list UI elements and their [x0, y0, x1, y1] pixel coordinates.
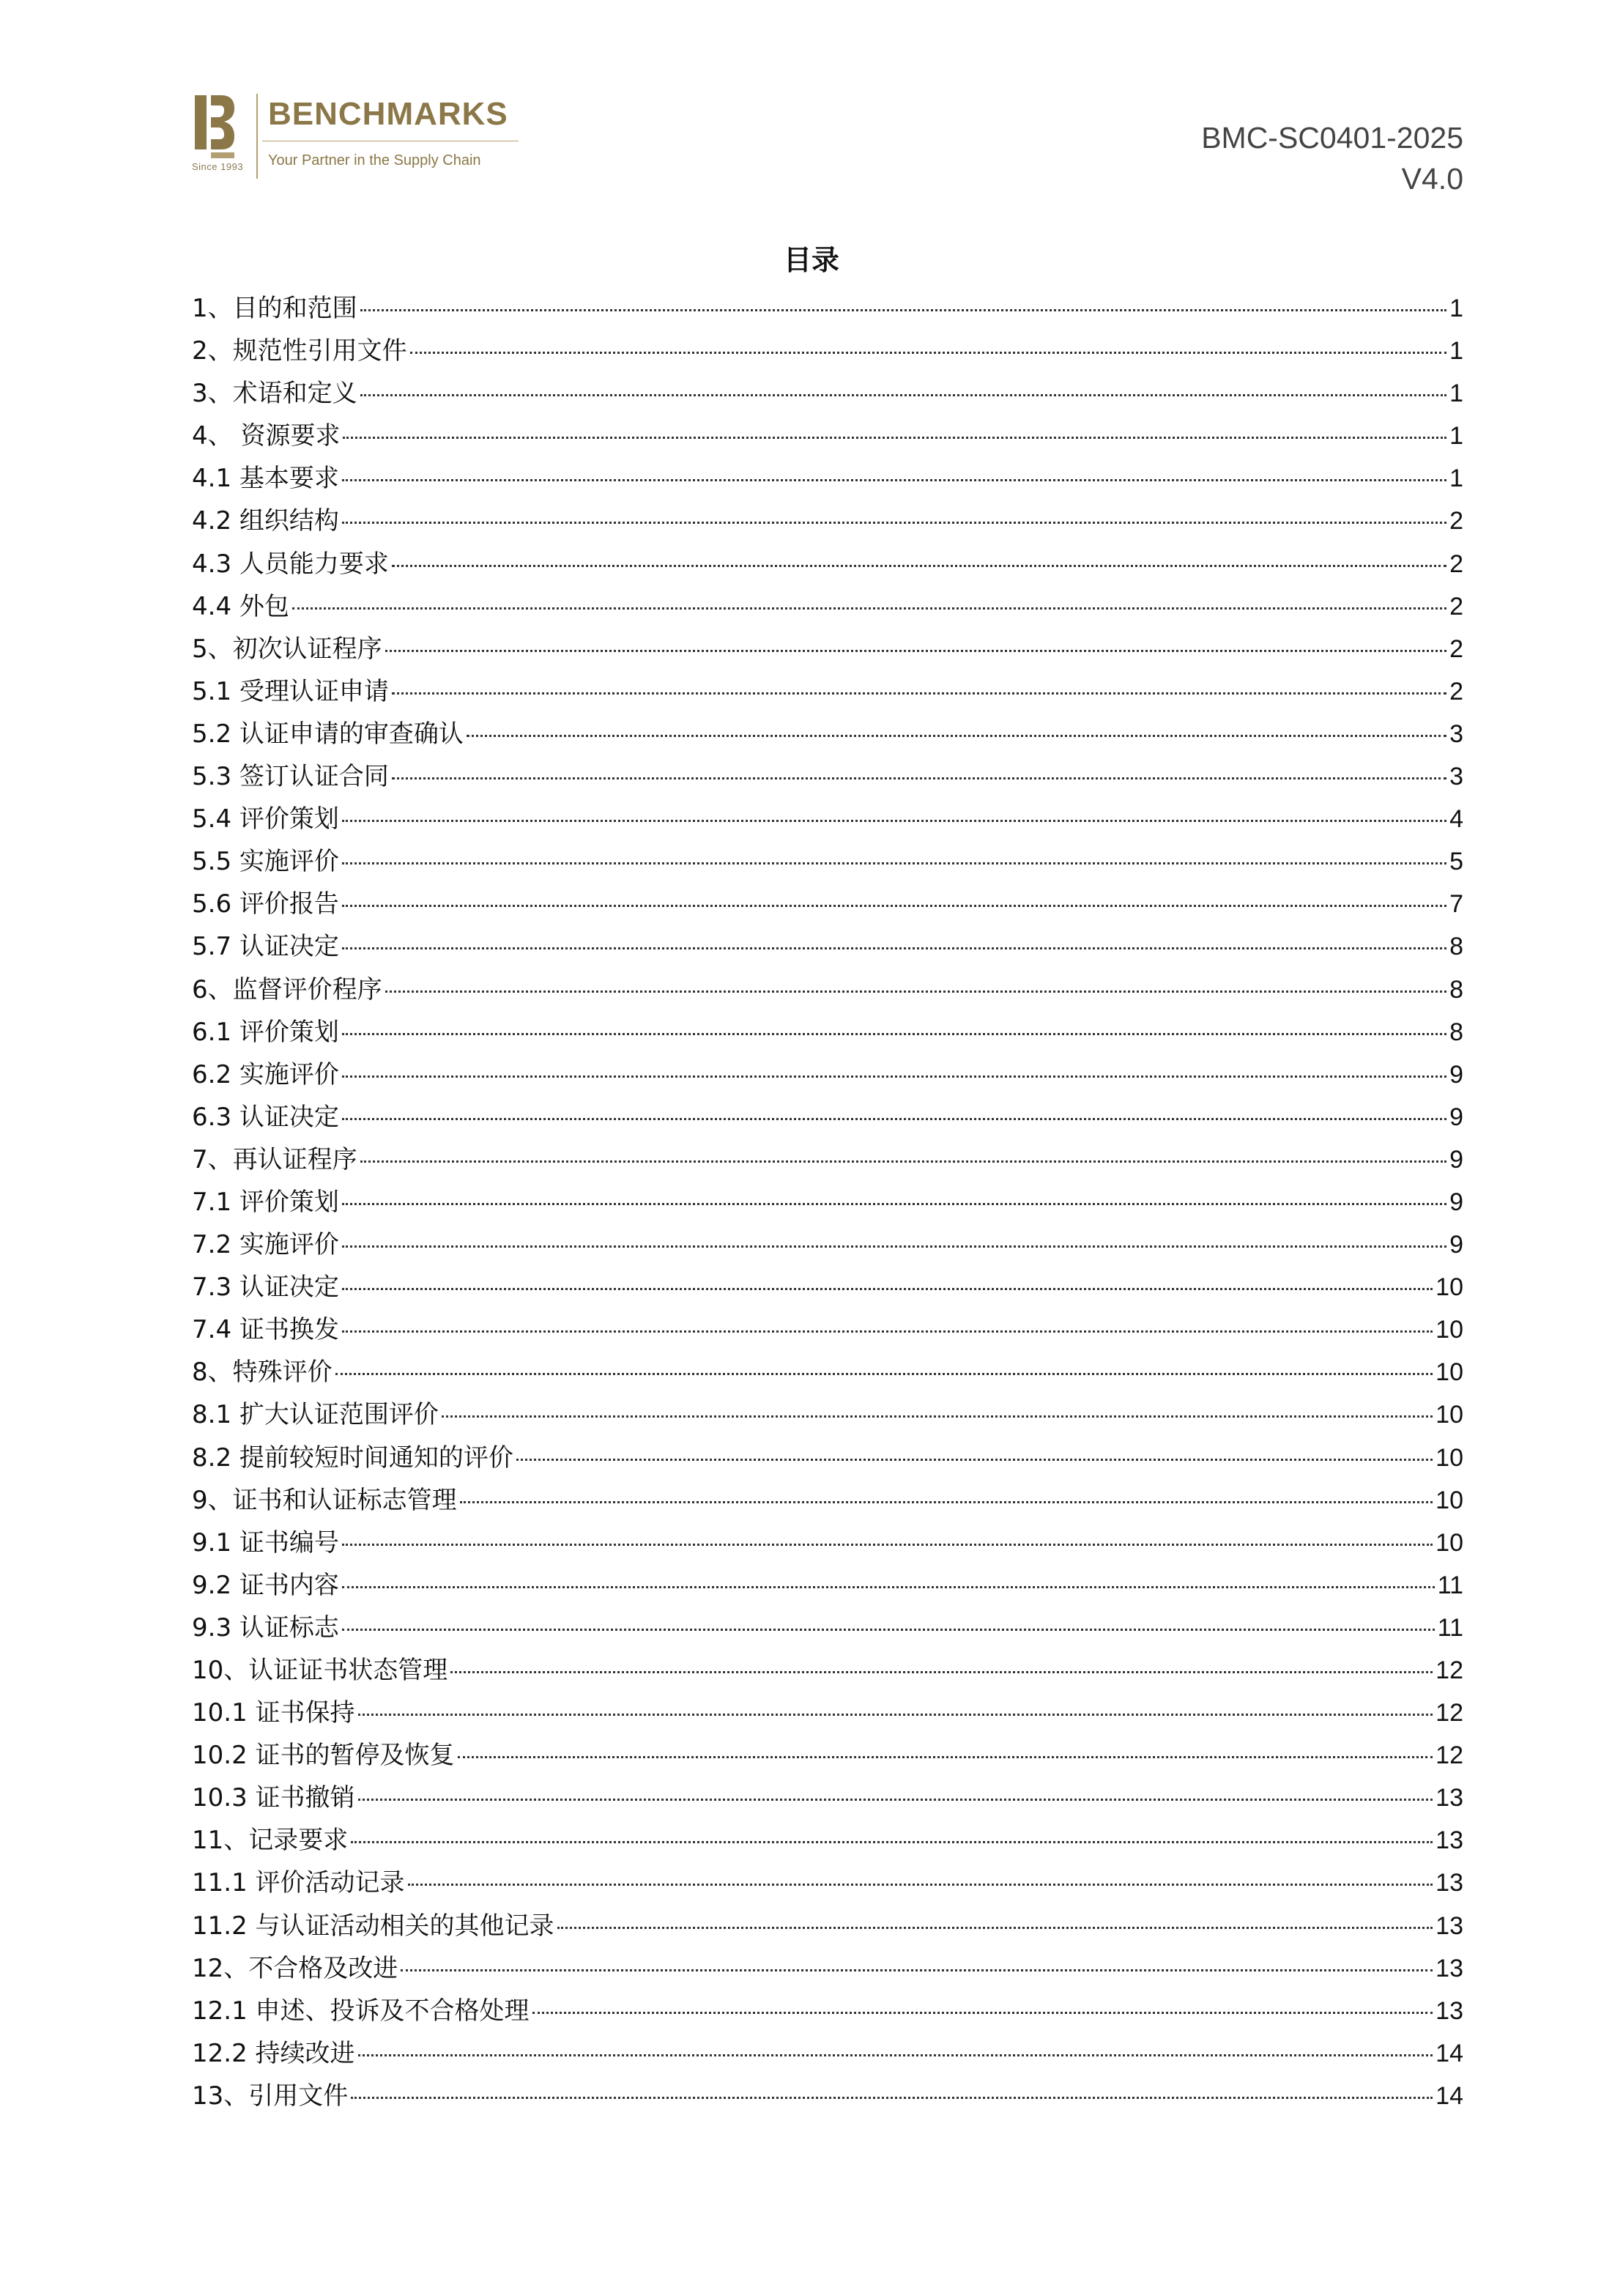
- toc-entry-page-number: 4: [1449, 805, 1463, 834]
- toc-entry[interactable]: [192, 457, 1463, 500]
- toc-entry[interactable]: [192, 1777, 1463, 1819]
- toc-dot-leader: [467, 735, 1446, 737]
- toc-dot-leader: [460, 1501, 1433, 1503]
- toc-entry-page-number: 2: [1449, 677, 1463, 706]
- toc-entry[interactable]: [192, 2032, 1463, 2075]
- toc-entry-page-number: 8: [1449, 933, 1463, 961]
- logo-tagline: Your Partner in the Supply Chain: [268, 152, 481, 169]
- toc-entry-label: 7.1 评价策划: [192, 1187, 339, 1217]
- toc-entry-label: 4.4 外包: [192, 591, 289, 621]
- toc-entry-label: 7.3 认证决定: [192, 1273, 339, 1303]
- toc-dot-leader: [360, 394, 1446, 396]
- toc-dot-leader: [342, 1586, 1435, 1588]
- toc-entry-label: 10.3 证书撤销: [192, 1783, 355, 1813]
- toc-entry-label: 6.3 认证决定: [192, 1102, 339, 1132]
- benchmarks-logo-icon: [192, 94, 237, 160]
- toc-entry-page-number: 13: [1436, 1996, 1463, 2025]
- toc-entry-label: 5、初次认证程序: [192, 634, 382, 664]
- toc-dot-leader: [557, 1927, 1433, 1929]
- toc-entry-label: 5.3 签订认证合同: [192, 762, 389, 792]
- toc-entry[interactable]: [192, 1138, 1463, 1181]
- toc-entry-label: 11、记录要求: [192, 1826, 349, 1856]
- toc-entry[interactable]: [192, 330, 1463, 372]
- toc-entry-label: 13、引用文件: [192, 2081, 349, 2111]
- toc-entry-page-number: 2: [1449, 634, 1463, 663]
- toc-dot-leader: [410, 352, 1446, 354]
- toc-entry[interactable]: [192, 925, 1463, 968]
- toc-dot-leader: [342, 1245, 1446, 1248]
- toc-dot-leader: [342, 1203, 1446, 1205]
- toc-dot-leader: [292, 607, 1446, 610]
- toc-entry-label: 8、特殊评价: [192, 1358, 333, 1388]
- toc-entry-label: 9.3 认证标志: [192, 1612, 339, 1643]
- toc-dot-leader: [408, 1884, 1433, 1886]
- toc-dot-leader: [392, 692, 1446, 695]
- toc-entry-page-number: 11: [1437, 1613, 1463, 1642]
- toc-entry[interactable]: [192, 1990, 1463, 2032]
- toc-entry-label: 7.4 证书换发: [192, 1315, 339, 1345]
- toc-entry[interactable]: [192, 1819, 1463, 1862]
- toc-entry-page-number: 13: [1436, 1954, 1463, 1982]
- toc-dot-leader: [358, 1714, 1433, 1716]
- toc-entry[interactable]: [192, 1181, 1463, 1223]
- toc-entry-page-number: 10: [1436, 1486, 1463, 1514]
- toc-dot-leader: [342, 1033, 1446, 1035]
- toc-entry-label: 4.1 基本要求: [192, 464, 339, 494]
- toc-entry-page-number: 12: [1436, 1741, 1463, 1770]
- toc-entry-page-number: 10: [1436, 1528, 1463, 1557]
- toc-entry[interactable]: [192, 1692, 1463, 1734]
- toc-dot-leader: [392, 565, 1446, 567]
- toc-entry[interactable]: [192, 713, 1463, 755]
- toc-entry-label: 11.2 与认证活动相关的其他记录: [192, 1911, 554, 1941]
- toc-dot-leader: [343, 437, 1446, 439]
- toc-entry-label: 1、目的和范围: [192, 294, 357, 323]
- toc-entry-page-number: 9: [1449, 1103, 1463, 1131]
- toc-dot-leader: [458, 1756, 1433, 1758]
- toc-entry-label: 8.1 扩大认证范围评价: [192, 1400, 439, 1430]
- logo-divider: [256, 94, 258, 179]
- toc-entry[interactable]: [192, 1096, 1463, 1138]
- toc-dot-leader: [342, 862, 1446, 864]
- toc-dot-leader: [516, 1459, 1433, 1461]
- toc-entry-label: 9.2 证书内容: [192, 1570, 339, 1600]
- toc-dot-leader: [532, 2012, 1433, 2014]
- toc-entry-page-number: 8: [1449, 1018, 1463, 1046]
- toc-dot-leader: [401, 1969, 1433, 1971]
- toc-entry-page-number: 9: [1449, 1231, 1463, 1259]
- toc-entry[interactable]: [192, 1607, 1463, 1649]
- toc-entry-page-number: 14: [1436, 2081, 1463, 2110]
- toc-entry-label: 5.1 受理认证申请: [192, 676, 389, 706]
- toc-entry-page-number: 10: [1436, 1316, 1463, 1344]
- document-code: BMC-SC0401-2025: [1201, 121, 1463, 155]
- toc-entry[interactable]: [192, 1393, 1463, 1436]
- toc-entry[interactable]: [192, 585, 1463, 628]
- toc-entry-label: 6.1 评价策划: [192, 1017, 339, 1047]
- toc-entry[interactable]: [192, 372, 1463, 415]
- toc-entry[interactable]: [192, 543, 1463, 585]
- toc-entry-label: 5.2 认证申请的审查确认: [192, 719, 464, 749]
- toc-entry-label: 4、 资源要求: [192, 421, 341, 451]
- toc-entry-label: 6、监督评价程序: [192, 974, 382, 1004]
- toc-entry[interactable]: [192, 969, 1463, 1011]
- toc-dot-leader: [358, 2054, 1433, 2056]
- toc-dot-leader: [351, 2097, 1433, 2099]
- toc-dot-leader: [342, 1288, 1433, 1290]
- toc-entry-page-number: 1: [1449, 464, 1463, 493]
- table-of-contents: [192, 287, 1463, 2117]
- toc-entry-page-number: 3: [1449, 763, 1463, 791]
- toc-entry-label: 4.2 组织结构: [192, 506, 339, 536]
- toc-dot-leader: [342, 905, 1446, 907]
- toc-entry-page-number: 5: [1449, 848, 1463, 876]
- toc-entry-label: 5.6 评价报告: [192, 889, 339, 919]
- toc-entry-label: 12.1 申述、投诉及不合格处理: [192, 1996, 530, 2026]
- toc-entry-label: 10.1 证书保持: [192, 1698, 355, 1728]
- toc-entry-label: 4.3 人员能力要求: [192, 549, 389, 579]
- toc-entry-page-number: 10: [1436, 1358, 1463, 1387]
- toc-entry-page-number: 13: [1436, 1911, 1463, 1940]
- toc-entry-page-number: 2: [1449, 592, 1463, 621]
- toc-entry-page-number: 13: [1436, 1784, 1463, 1812]
- toc-entry[interactable]: [192, 1437, 1463, 1479]
- toc-entry-page-number: 1: [1449, 295, 1463, 322]
- toc-entry-page-number: 1: [1449, 379, 1463, 408]
- toc-entry-page-number: 9: [1449, 1145, 1463, 1174]
- toc-dot-leader: [360, 1160, 1446, 1163]
- toc-entry[interactable]: [192, 670, 1463, 713]
- toc-entry[interactable]: [192, 755, 1463, 798]
- toc-entry-label: 5.7 认证决定: [192, 932, 339, 962]
- toc-dot-leader: [342, 820, 1446, 822]
- toc-entry[interactable]: [192, 1053, 1463, 1096]
- toc-entry-label: 12、不合格及改进: [192, 1953, 398, 1983]
- toc-entry[interactable]: [192, 1947, 1463, 1990]
- document-version: V4.0: [1401, 162, 1463, 196]
- toc-dot-leader: [342, 1544, 1433, 1546]
- toc-dot-leader: [358, 1799, 1433, 1801]
- toc-entry-label: 10.2 证书的暂停及恢复: [192, 1741, 455, 1771]
- toc-dot-leader: [450, 1671, 1433, 1673]
- toc-entry-page-number: 1: [1449, 422, 1463, 451]
- toc-dot-leader: [342, 1075, 1446, 1078]
- toc-entry-page-number: 14: [1436, 2039, 1463, 2067]
- toc-dot-leader: [342, 1330, 1433, 1333]
- toc-entry-label: 2、规范性引用文件: [192, 336, 407, 366]
- toc-title: 目录: [783, 244, 839, 276]
- document-reference: [1201, 117, 1463, 199]
- toc-entry-page-number: 3: [1449, 719, 1463, 748]
- toc-dot-leader: [360, 309, 1446, 311]
- toc-entry[interactable]: [192, 1905, 1463, 1947]
- toc-entry-page-number: 10: [1436, 1443, 1463, 1472]
- toc-dot-leader: [342, 1629, 1435, 1631]
- toc-entry[interactable]: [192, 1223, 1463, 1266]
- toc-entry[interactable]: [192, 1564, 1463, 1607]
- toc-entry-label: 12.2 持续改进: [192, 2038, 355, 2068]
- toc-entry[interactable]: [192, 1011, 1463, 1053]
- toc-entry-page-number: 12: [1436, 1656, 1463, 1684]
- toc-entry[interactable]: [192, 415, 1463, 457]
- toc-entry[interactable]: [192, 1479, 1463, 1522]
- toc-entry-page-number: 2: [1449, 549, 1463, 578]
- toc-entry-page-number: 9: [1449, 1188, 1463, 1216]
- toc-entry-page-number: 10: [1436, 1401, 1463, 1429]
- toc-entry[interactable]: [192, 1266, 1463, 1308]
- toc-entry-page-number: 7: [1449, 890, 1463, 919]
- toc-dot-leader: [335, 1373, 1433, 1375]
- toc-entry-page-number: 10: [1436, 1273, 1463, 1302]
- toc-dot-leader: [442, 1415, 1433, 1418]
- logo-brand-name: BENCHMARKS: [268, 96, 508, 132]
- toc-entry-page-number: 8: [1449, 975, 1463, 1004]
- toc-dot-leader: [385, 650, 1446, 652]
- toc-entry-label: 9、证书和认证标志管理: [192, 1485, 457, 1515]
- toc-entry-label: 3、术语和定义: [192, 379, 357, 409]
- toc-entry-page-number: 12: [1436, 1699, 1463, 1727]
- toc-entry-label: 10、认证证书状态管理: [192, 1656, 448, 1685]
- toc-entry-page-number: 2: [1449, 507, 1463, 536]
- toc-entry[interactable]: [192, 1862, 1463, 1904]
- toc-entry[interactable]: [192, 883, 1463, 925]
- toc-entry-label: 8.2 提前较短时间通知的评价: [192, 1443, 513, 1473]
- toc-entry-label: 7.2 实施评价: [192, 1230, 339, 1260]
- toc-entry-label: 11.1 评价活动记录: [192, 1868, 405, 1898]
- toc-entry[interactable]: [192, 1308, 1463, 1351]
- toc-entry[interactable]: [192, 840, 1463, 883]
- toc-entry[interactable]: [192, 628, 1463, 670]
- toc-entry-page-number: 9: [1449, 1060, 1463, 1089]
- toc-entry-label: 5.5 实施评价: [192, 847, 339, 877]
- toc-entry[interactable]: [192, 500, 1463, 542]
- company-logo: [192, 88, 521, 182]
- toc-dot-leader: [385, 990, 1446, 993]
- toc-entry-label: 9.1 证书编号: [192, 1527, 339, 1558]
- toc-entry[interactable]: [192, 2075, 1463, 2117]
- toc-entry-page-number: 11: [1437, 1571, 1463, 1599]
- toc-dot-leader: [342, 947, 1446, 949]
- toc-entry-page-number: 13: [1436, 1826, 1463, 1855]
- toc-entry-label: 6.2 实施评价: [192, 1059, 339, 1089]
- toc-entry[interactable]: [192, 1649, 1463, 1692]
- toc-dot-leader: [351, 1841, 1433, 1843]
- toc-dot-leader: [342, 1118, 1446, 1120]
- toc-entry-label: 5.4 评价策划: [192, 804, 339, 834]
- toc-entry[interactable]: [192, 798, 1463, 840]
- toc-entry[interactable]: [192, 1522, 1463, 1564]
- toc-dot-leader: [342, 522, 1446, 524]
- toc-dot-leader: [392, 777, 1446, 779]
- toc-dot-leader: [342, 479, 1446, 481]
- toc-entry[interactable]: [192, 1351, 1463, 1393]
- toc-entry[interactable]: [192, 1734, 1463, 1777]
- toc-entry-page-number: 1: [1449, 337, 1463, 366]
- toc-entry-page-number: 13: [1436, 1869, 1463, 1897]
- toc-entry-label: 7、再认证程序: [192, 1144, 357, 1174]
- logo-since-text: Since 1993: [192, 161, 244, 172]
- toc-entry[interactable]: [192, 287, 1463, 330]
